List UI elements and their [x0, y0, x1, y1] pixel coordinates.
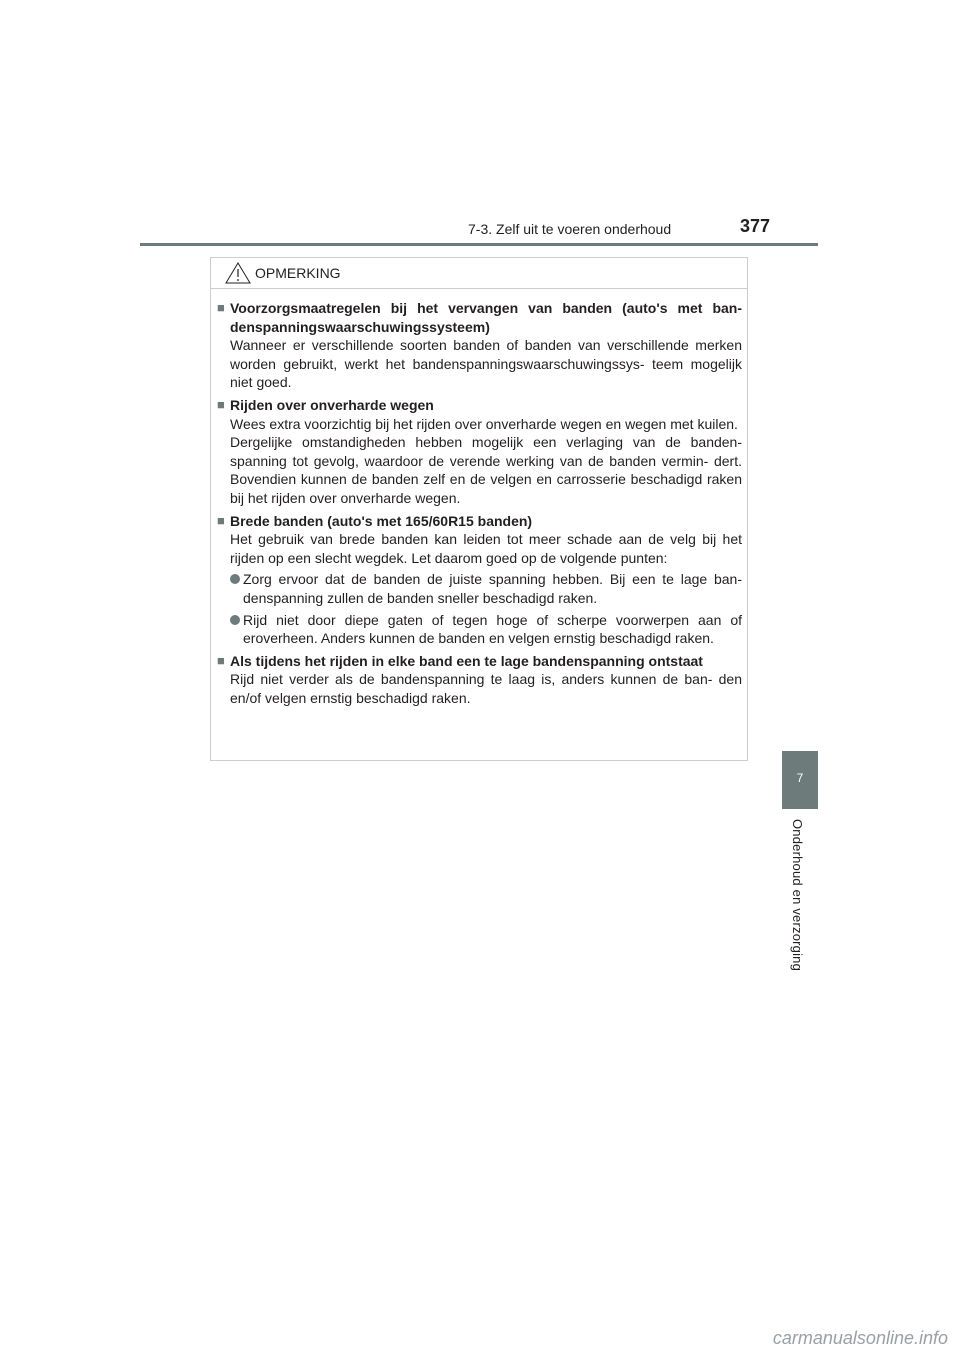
notice-section	[217, 512, 742, 648]
notice-section	[217, 396, 742, 508]
section-heading: Als tijdens het rijden in elke band een te lage bandenspanning ontstaat	[230, 652, 703, 669]
section-heading: Brede banden (auto's met 165/60R15 banden)	[230, 512, 533, 529]
section-paragraph: Rijd niet verder als de bandenspanning te laag is, anders kunnen de ban- den en/of velgen ernstig beschadigd raken.	[230, 671, 742, 706]
section-paragraph: Wees extra voorzichtig bij het rijden over onverharde wegen en wegen met kuilen.	[230, 415, 738, 432]
notice-box	[210, 257, 748, 761]
square-bullet-icon: ■	[217, 396, 225, 412]
section-heading: Voorzorgsmaatregelen bij het vervangen van banden (auto's met ban- denspanningswaarschuwingssysteem)	[230, 300, 742, 335]
notice-body	[211, 289, 747, 707]
square-bullet-icon: ■	[217, 652, 225, 668]
list-item: Rijd niet door diepe gaten of tegen hoge of scherpe voorwerpen aan of eroverheen. Anders kunnen de banden en velgen ernstig beschadigd raken.	[217, 611, 742, 648]
list-item: Zorg ervoor dat de banden de juiste spanning hebben. Bij een te lage ban- denspanning zullen de banden sneller beschadigd raken.	[217, 570, 742, 607]
watermark: carmanualsonline.info	[772, 1328, 948, 1348]
chapter-number: 7	[796, 771, 804, 785]
section-paragraph: Het gebruik van brede banden kan leiden tot meer schade aan de velg bij het rijden op een slecht wegdek. Let daarom goed op de volgende punten:	[230, 531, 742, 566]
notice-section	[217, 652, 742, 708]
round-bullet-icon	[230, 574, 240, 584]
notice-section	[217, 299, 742, 392]
chapter-tab	[782, 751, 818, 809]
notice-title: OPMERKING	[255, 265, 341, 281]
chapter-label: Onderhoud en verzorging	[790, 819, 805, 972]
header-divider	[140, 243, 818, 246]
section-paragraph: Dergelijke omstandigheden hebben mogelijk een verlaging van de banden- spanning tot gevolg, waardoor de verende werking van de banden vermin- dert. Bovendien kunnen de banden zelf en de velgen en carrosserie beschadigd raken bij het rijden over onverharde wegen.	[230, 434, 742, 506]
round-bullet-icon	[230, 615, 240, 625]
square-bullet-icon: ■	[217, 512, 225, 528]
warning-triangle-icon	[225, 262, 251, 289]
notice-header	[211, 258, 747, 289]
square-bullet-icon: ■	[217, 300, 225, 315]
section-heading: Rijden over onverharde wegen	[230, 396, 434, 413]
section-paragraph: Wanneer er verschillende soorten banden of banden van verschillende merken worden gebruikt, werkt het bandenspanningswaarschuwingssys- teem mogelijk niet goed.	[230, 337, 742, 391]
page-number: 377	[740, 216, 771, 236]
section-title: 7-3. Zelf uit te voeren onderhoud	[468, 221, 672, 237]
